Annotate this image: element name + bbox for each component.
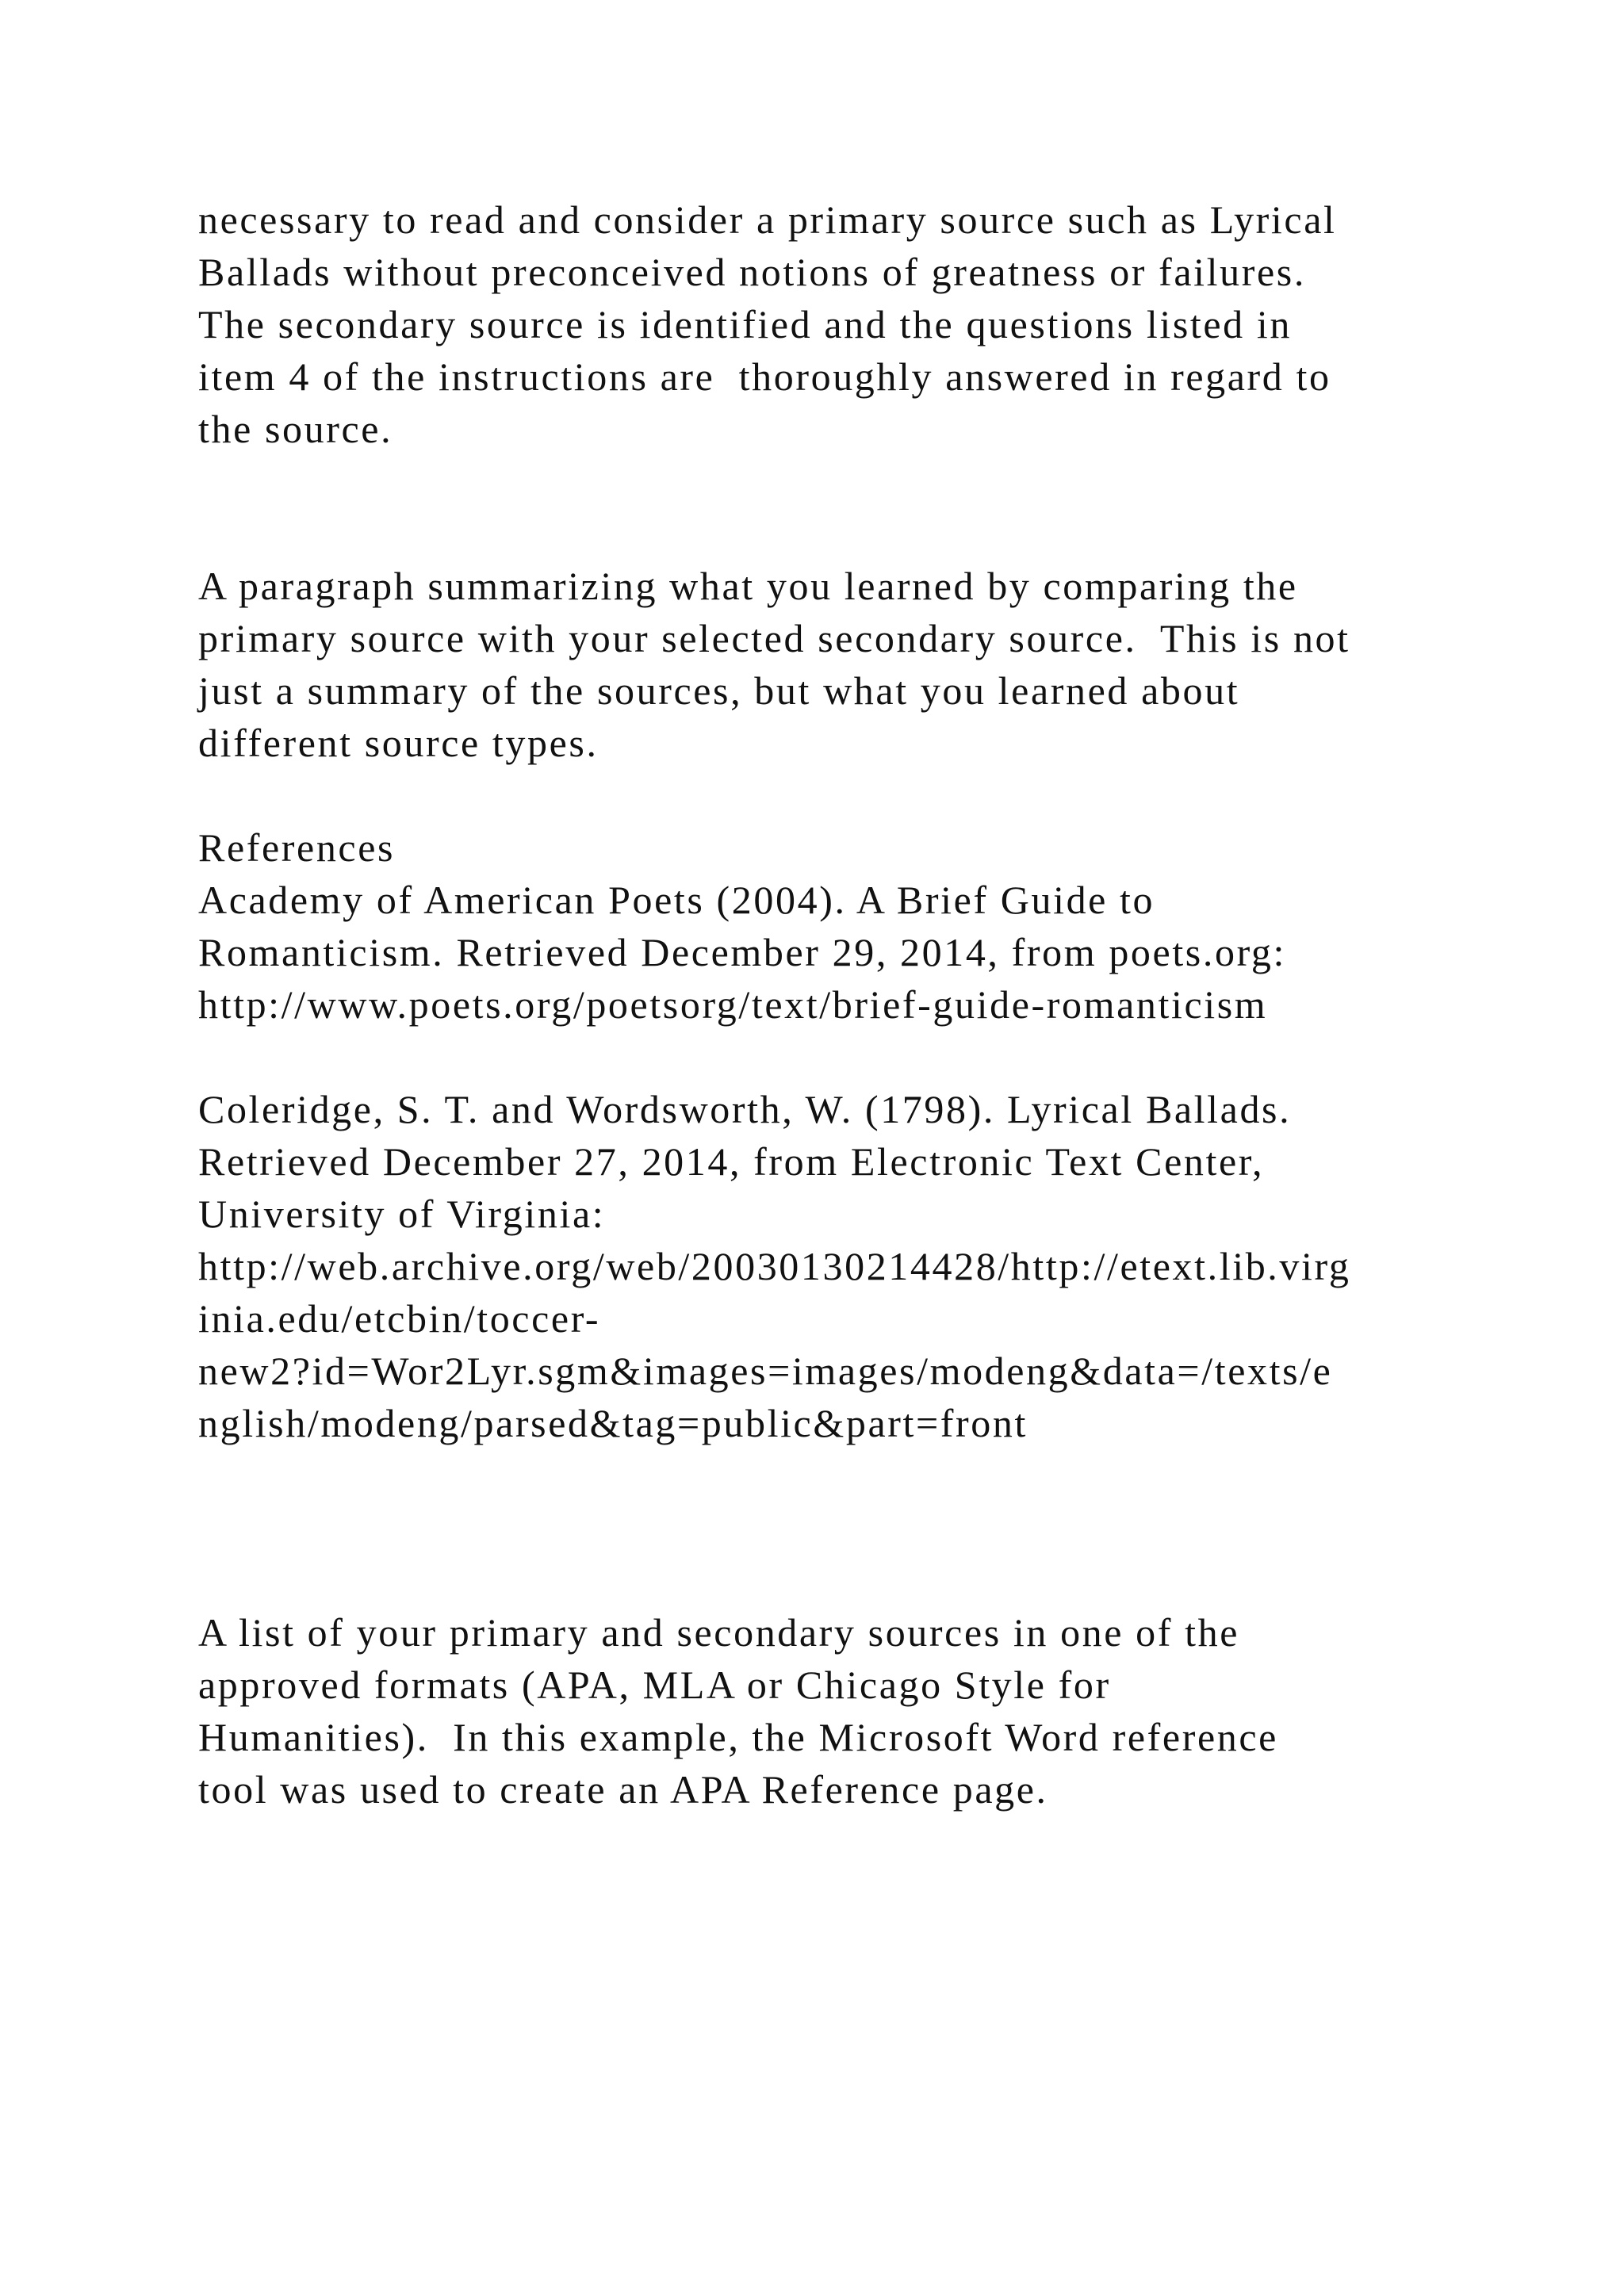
reference-line: Coleridge, S. T. and Wordsworth, W. (1798). Lyrical Ballads. bbox=[198, 1087, 1292, 1131]
text-line: Ballads without preconceived notions of greatness or failures. bbox=[198, 250, 1306, 294]
reference-line: Retrieved December 27, 2014, from Electronic Text Center, bbox=[198, 1139, 1265, 1184]
text-line: A list of your primary and secondary sources in one of the bbox=[198, 1610, 1240, 1655]
text-line: necessary to read and consider a primary source such as Lyrical bbox=[198, 197, 1337, 242]
text-line: different source types. bbox=[198, 721, 599, 765]
references-heading: References bbox=[198, 825, 396, 870]
text-line: item 4 of the instructions are thoroughly answered in regard to bbox=[198, 354, 1331, 399]
text-line: the source. bbox=[198, 407, 393, 451]
reference-line: inia.edu/etcbin/toccer- bbox=[198, 1296, 601, 1341]
reference-line: new2?id=Wor2Lyr.sgm&images=images/modeng&data=/texts/e bbox=[198, 1349, 1333, 1393]
reference-line: Academy of American Poets (2004). A Brief Guide to bbox=[198, 878, 1155, 922]
text-line: primary source with your selected secondary source. This is not bbox=[198, 616, 1350, 660]
text-line: Humanities). In this example, the Microsoft Word reference bbox=[198, 1715, 1278, 1759]
reference-line: nglish/modeng/parsed&tag=public&part=front bbox=[198, 1401, 1028, 1445]
text-line: tool was used to create an APA Reference page. bbox=[198, 1767, 1048, 1812]
text-line: The secondary source is identified and the questions listed in bbox=[198, 302, 1292, 346]
text-line: just a summary of the sources, but what you learned about bbox=[198, 668, 1240, 713]
reference-line: Romanticism. Retrieved December 29, 2014, from poets.org: bbox=[198, 930, 1287, 974]
reference-line: University of Virginia: bbox=[198, 1192, 606, 1236]
reference-line: http://www.poets.org/poetsorg/text/brief-guide-romanticism bbox=[198, 982, 1268, 1027]
reference-line: http://web.archive.org/web/20030130214428/http://etext.lib.virg bbox=[198, 1244, 1351, 1288]
text-line: A paragraph summarizing what you learned by comparing the bbox=[198, 564, 1298, 608]
text-line: approved formats (APA, MLA or Chicago Style for bbox=[198, 1663, 1111, 1707]
